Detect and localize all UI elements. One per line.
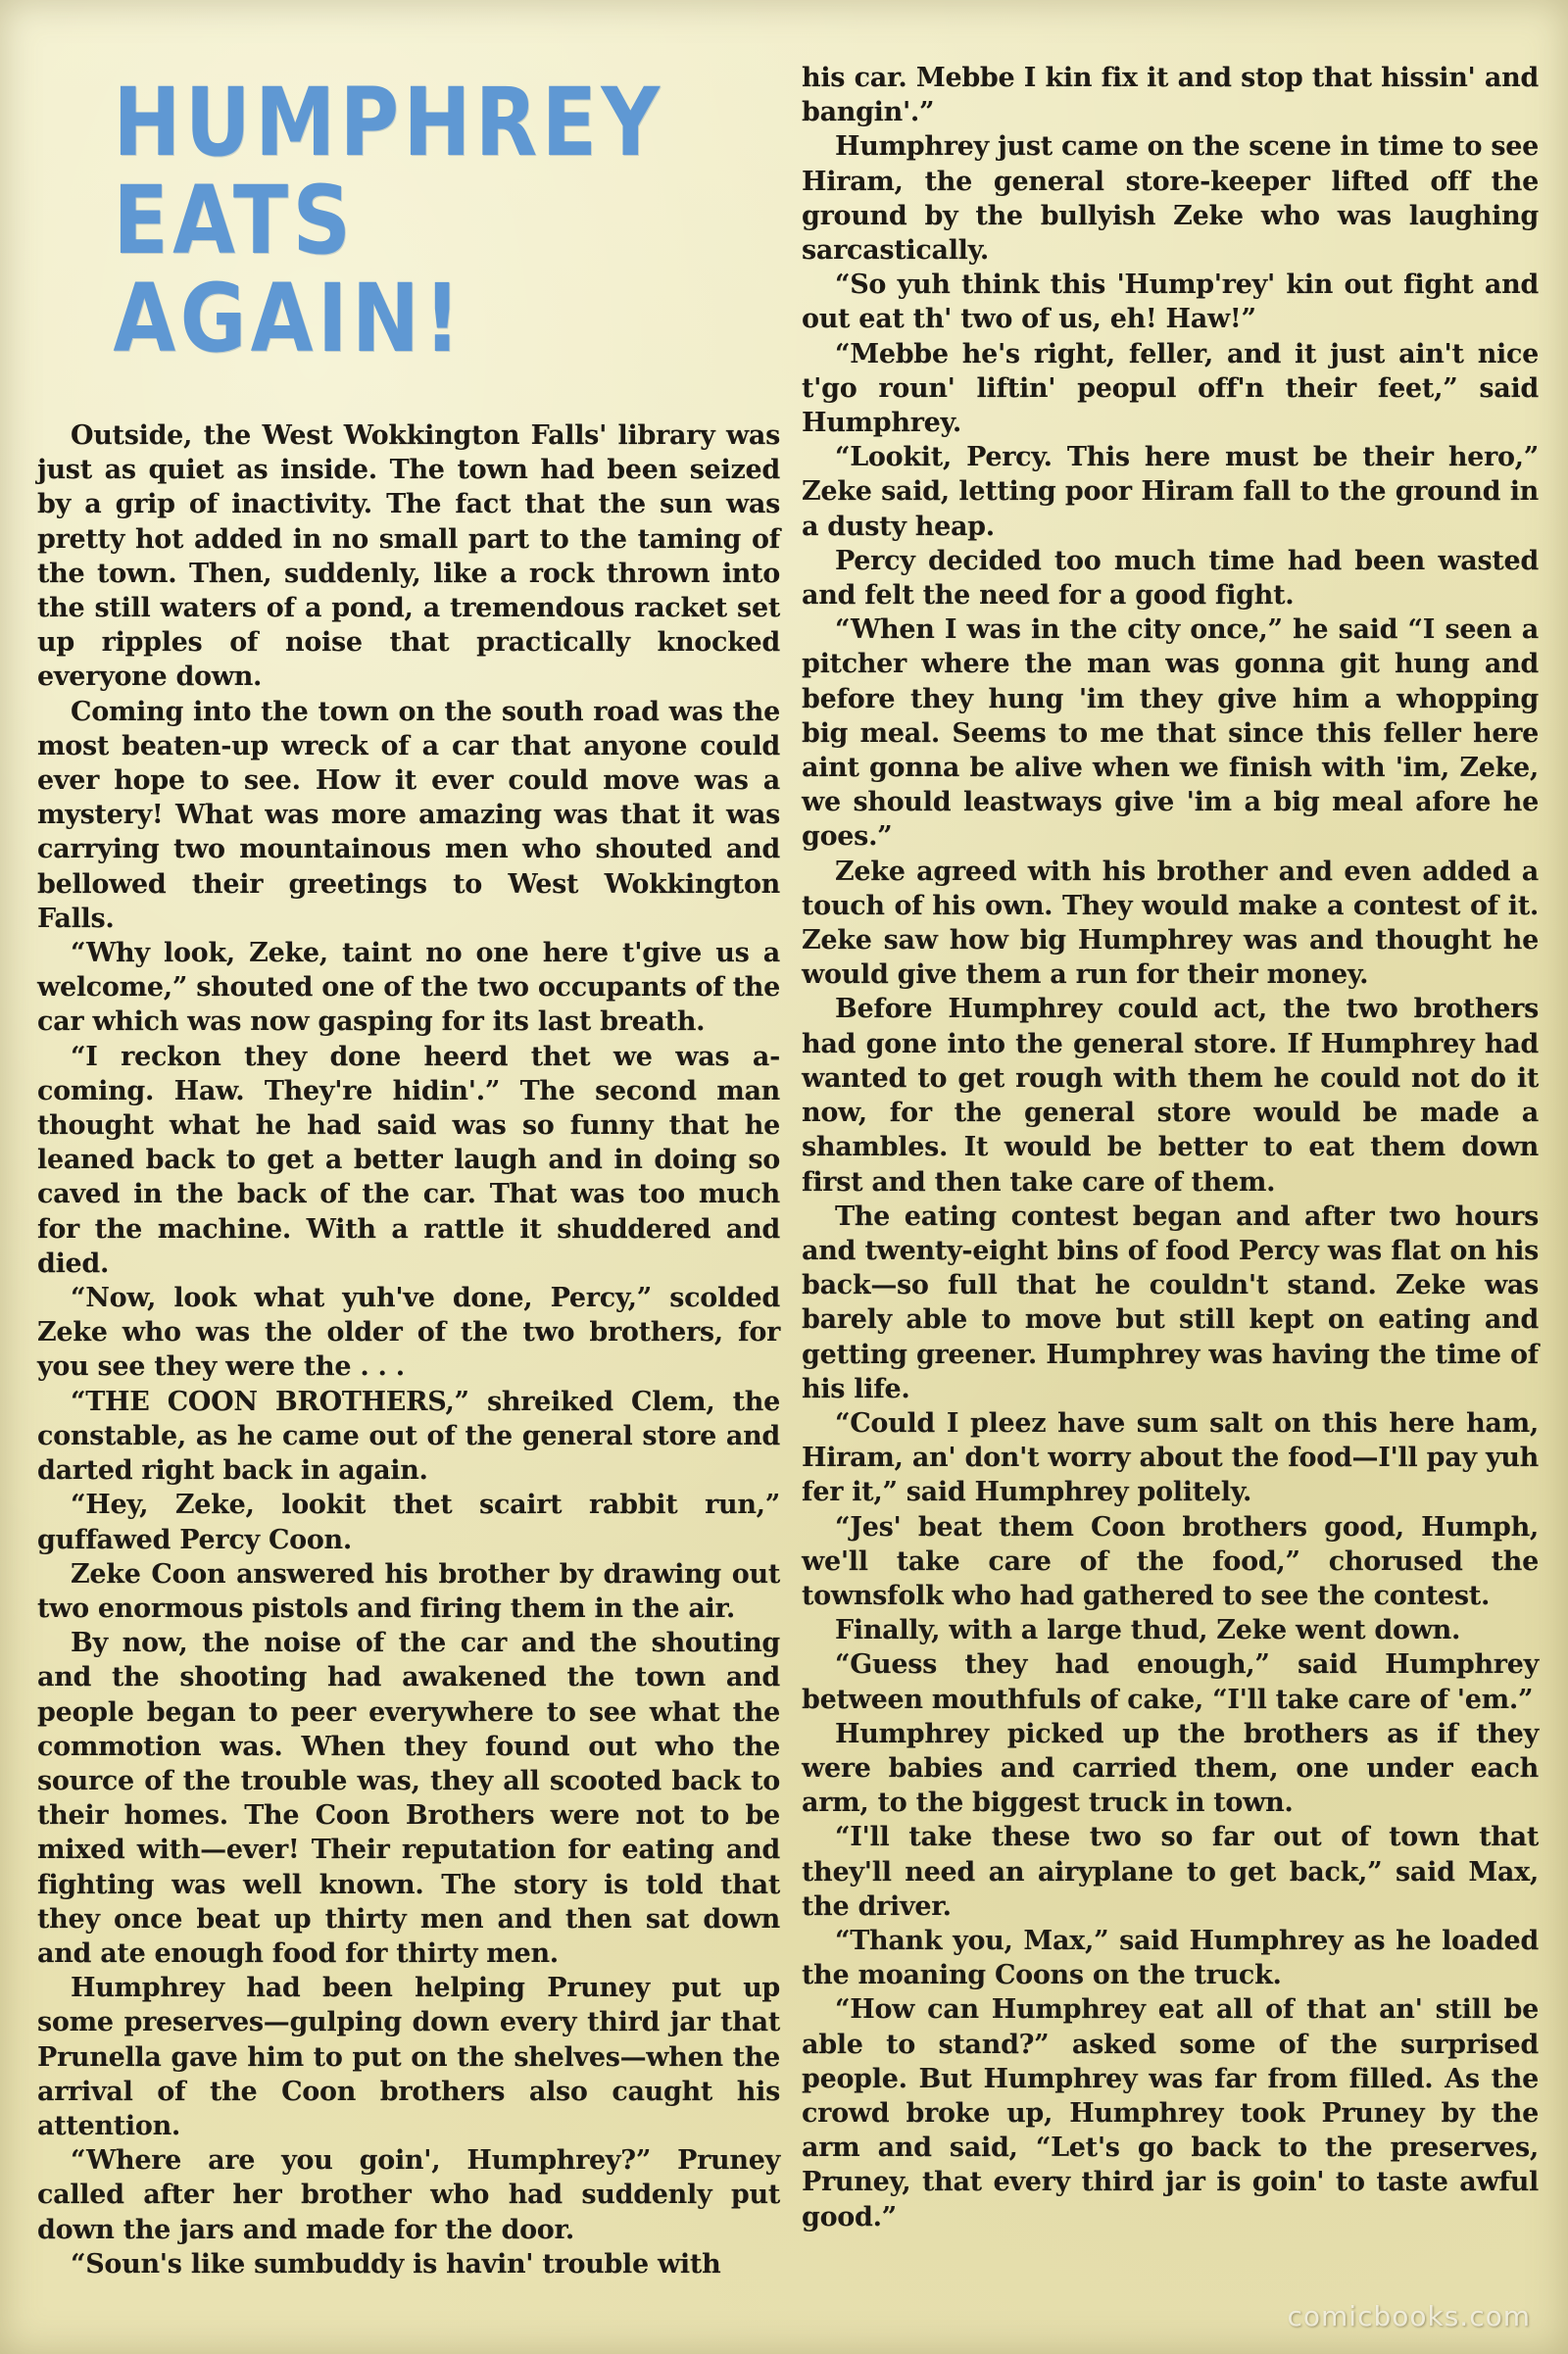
paragraph: Zeke agreed with his brother and even added a touch of his own. They would make a contest of it. Zeke saw how big Humphrey was and thought he would give them a run for their money.: [802, 856, 1539, 991]
paragraph: “Hey, Zeke, lookit thet scairt rabbit run,” guffawed Percy Coon.: [37, 1490, 780, 1555]
paragraph: Humphrey had been helping Pruney put up some preserves—gulping down every third jar that Prunella gave him to put on the shelves—when the arrival of the Coon brothers also caught his attention.: [37, 1973, 780, 2141]
paragraph: “Mebbe he's right, feller, and it just ain't nice t'go roun' liftin' peopul off'n their feet,” said Humphrey.: [802, 338, 1539, 439]
source-watermark: comicbooks.com: [1287, 2300, 1531, 2332]
paragraph: “So yuh think this 'Hump'rey' kin out fight and out eat th' two of us, eh! Haw!”: [802, 270, 1539, 335]
right-column-text: [802, 61, 1539, 2234]
left-column-text: [37, 418, 780, 2281]
paragraph: “Soun's like sumbuddy is havin' trouble with: [71, 2248, 721, 2280]
right-column: [802, 61, 1539, 2234]
paragraph: “THE COON BROTHERS,” shreiked Clem, the constable, as he came out of the general store and darted right back in again.: [37, 1386, 780, 1487]
paragraph: “I reckon they done heerd thet we was a-coming. Haw. They're hidin'.” The second man thought what he had said was so funny that he leaned back to get a better laugh and in doing so caved in the back of the car. That was too much for the machine. With a rattle it shuddered and died.: [37, 1041, 780, 1279]
story-title: [37, 68, 676, 373]
paragraph: “Could I pleez have sum salt on this here ham, Hiram, an' don't worry about the food—I'll pay yuh fer it,” said Humphrey politely.: [802, 1407, 1539, 1508]
paragraph: “Now, look what yuh've done, Percy,” scolded Zeke who was the older of the two brothers, for you see they were the . . .: [37, 1283, 780, 1383]
paragraph: his car. Mebbe I kin fix it and stop that hissin' and bangin'.”: [802, 63, 1539, 128]
paragraph: “Thank you, Max,” said Humphrey as he loaded the moaning Coons on the truck.: [802, 1925, 1539, 1991]
paragraph: “Where are you goin', Humphrey?” Pruney called after her brother who had suddenly put down the jars and made for the door.: [37, 2145, 780, 2245]
paragraph: Before Humphrey could act, the two brothers had gone into the general store. If Humphrey had wanted to get rough with them he could not do it now, for the general store would be made a shambles. It would be better to eat them down first and then take care of them.: [802, 994, 1539, 1198]
paragraph: “Lookit, Percy. This here must be their hero,” Zeke said, letting poor Hiram fall to the ground in a dusty heap.: [802, 442, 1539, 542]
paragraph: Outside, the West Wokkington Falls' library was just as quiet as inside. The town had been seized by a grip of inactivity. The fact that the sun was pretty hot added in no small part to the taming of the town. Then, suddenly, like a rock thrown into the still waters of a pond, a tremendous racket set up ripples of noise that practically knocked everyone down.: [37, 420, 780, 693]
paragraph: “I'll take these two so far out of town that they'll need an airyplane to get back,” said Max, the driver.: [802, 1822, 1539, 1922]
paragraph: “Guess they had enough,” said Humphrey between mouthfuls of cake, “I'll take care of 'em.”: [802, 1649, 1539, 1715]
paragraph: Humphrey picked up the brothers as if they were babies and carried them, one under each arm, to the biggest truck in town.: [802, 1718, 1539, 1819]
paragraph: Zeke Coon answered his brother by drawing out two enormous pistols and firing them in the air.: [37, 1558, 780, 1624]
paragraph: Percy decided too much time had been wasted and felt the need for a good fight.: [802, 545, 1539, 612]
paragraph: “How can Humphrey eat all of that an' still be able to stand?” asked some of the surprised people. But Humphrey was far from filled. As the crowd broke up, Humphrey took Pruney by the arm and said, “Let's go back to the preserves, Pruney, that every third jar is goin' to taste awful good.”: [802, 1994, 1539, 2232]
left-column: [37, 0, 780, 2281]
title-line-1: HUMPHREY: [113, 68, 664, 177]
paragraph: By now, the noise of the car and the shouting and the shooting had awakened the town and people began to peer everywhere to see what the commotion was. When they found out who the source of the trouble was, they all scooted back to their homes. The Coon Brothers were not to be mixed with—ever! Their reputation for eating and fighting was well known. The story is told that they once beat up thirty men and then sat down and ate enough food for thirty men.: [37, 1628, 780, 1969]
paragraph: “Jes' beat them Coon brothers good, Humph, we'll take care of the food,” chorused the townsfolk who had gathered to see the contest.: [802, 1511, 1539, 1611]
paragraph: “Why look, Zeke, taint no one here t'give us a welcome,” shouted one of the two occupants of the car which was now gasping for its last breath.: [37, 938, 780, 1038]
paragraph: The eating contest began and after two hours and twenty-eight bins of food Percy was flat on his back—so full that he couldn't stand. Zeke was barely able to move but still kept on eating and getting greener. Humphrey was having the time of his life.: [802, 1201, 1539, 1404]
paragraph: Finally, with a large thud, Zeke went down.: [835, 1615, 1461, 1646]
paragraph: Humphrey just came on the scene in time to see Hiram, the general store-keeper lifted off the ground by the bullyish Zeke who was laughing sarcastically.: [802, 131, 1539, 267]
paragraph: Coming into the town on the south road was the most beaten-up wreck of a car that anyone could ever hope to see. How it ever could move was a mystery! What was more amazing was that it was carrying two mountainous men who shouted and bellowed their greetings to West Wokkington Falls.: [37, 696, 780, 934]
title-line-2: EATS AGAIN!: [113, 166, 466, 373]
paragraph: “When I was in the city once,” he said “I seen a pitcher where the man was gonna git hung and before they hung 'im they give him a whopping big meal. Seems to me that since this feller here aint gonna be alive when we finish with 'im, Zeke, we should leastways give 'im a big meal afore he goes.”: [802, 614, 1539, 853]
